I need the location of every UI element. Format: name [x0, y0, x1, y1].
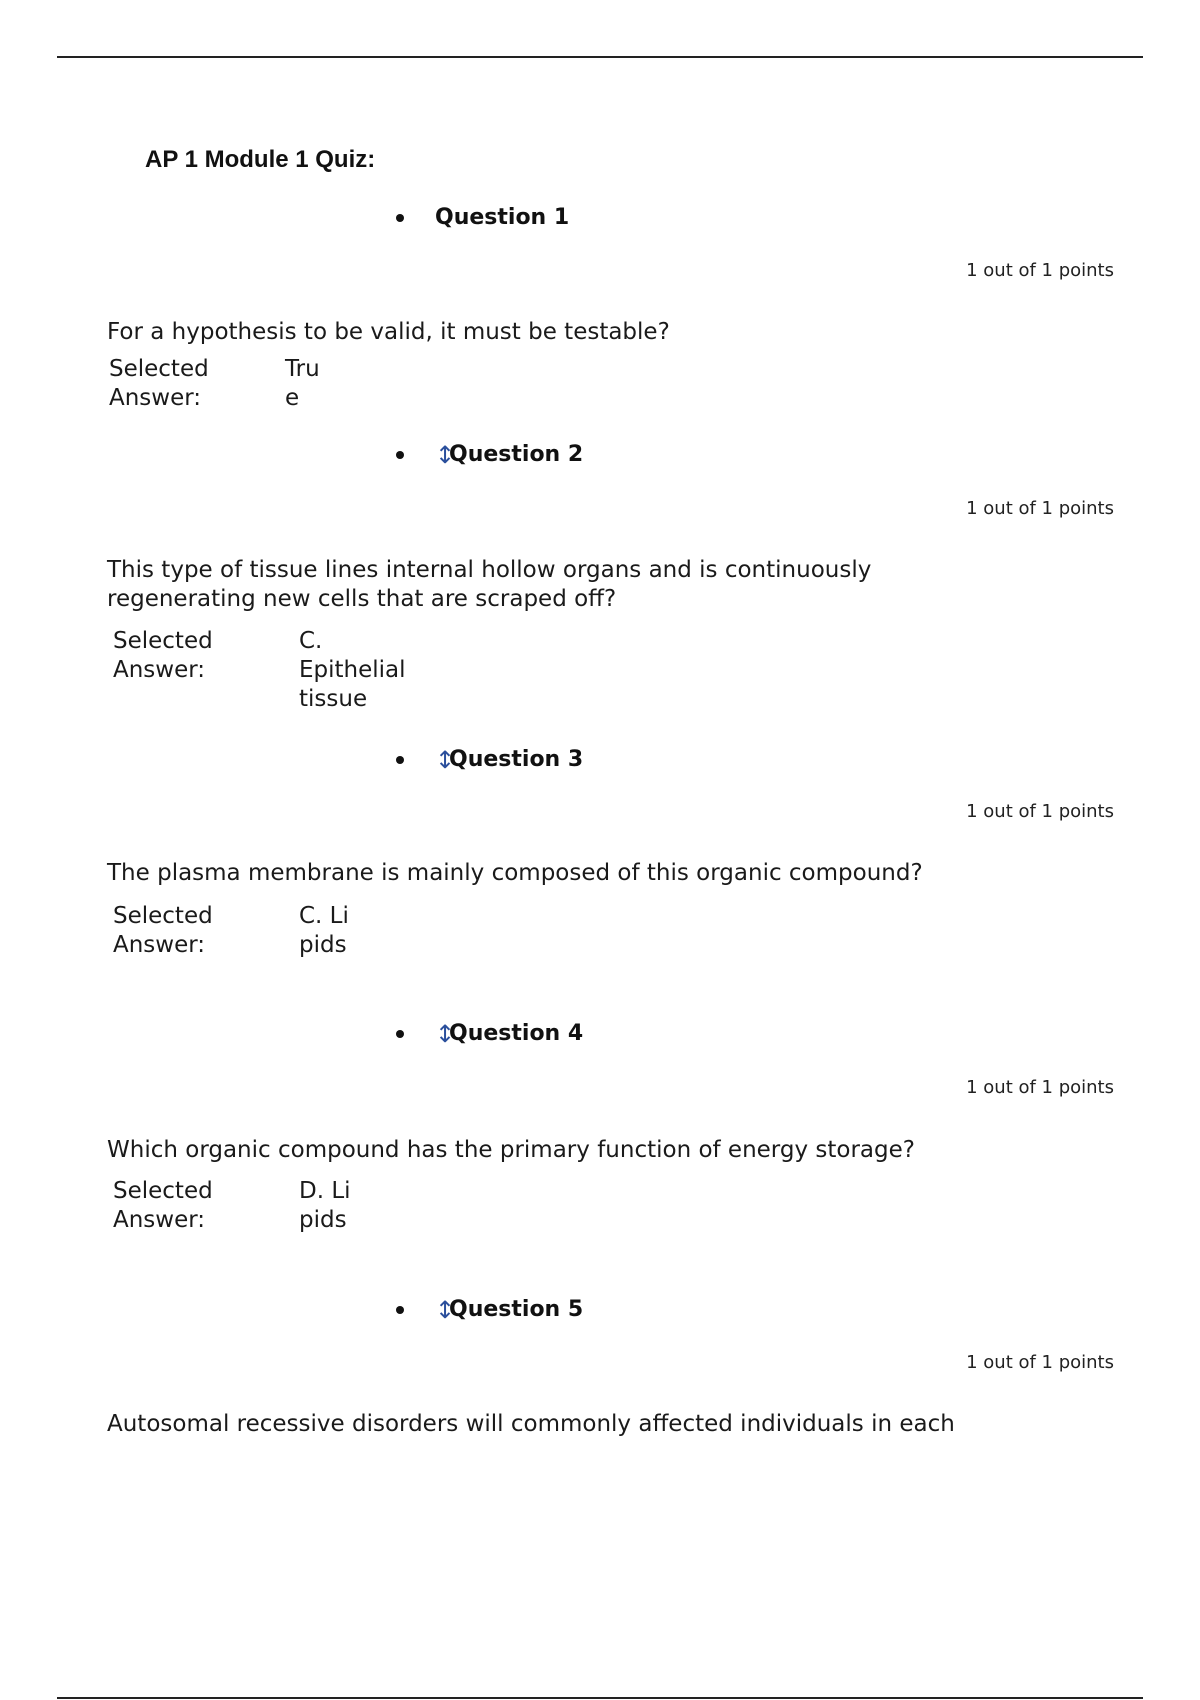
question-4-points: 1 out of 1 points: [966, 1077, 1114, 1098]
bottom-divider: [57, 1697, 1143, 1699]
question-3-label: Question 3: [449, 747, 584, 772]
selected-answer-label: Selected Answer:: [113, 1178, 213, 1233]
question-1-selected-answer: True: [285, 356, 320, 411]
question-2-text: This type of tissue lines internal hollow organs and is continuously regenerating new cells that are scraped off?: [107, 557, 872, 612]
question-5-label: Question 5: [449, 1297, 584, 1322]
question-2-answer: [113, 627, 433, 717]
top-divider: [57, 56, 1143, 58]
question-4-label: Question 4: [449, 1021, 584, 1046]
question-4-selected-answer: D. Lipids: [299, 1178, 351, 1233]
question-1-points: 1 out of 1 points: [966, 260, 1114, 281]
question-1-text: For a hypothesis to be valid, it must be testable?: [107, 319, 670, 345]
question-4-text: Which organic compound has the primary function of energy storage?: [107, 1137, 915, 1163]
question-1-answer: [109, 355, 349, 415]
question-3-selected-answer: C. Lipids: [299, 903, 349, 958]
bullet-icon: [396, 756, 404, 764]
page-title: AP 1 Module 1 Quiz:: [145, 146, 376, 173]
question-3-answer: [113, 902, 433, 992]
question-1-heading: [396, 205, 569, 230]
question-3-points: 1 out of 1 points: [966, 801, 1114, 822]
question-2-label: Question 2: [449, 442, 584, 467]
sort-arrows-icon[interactable]: ↕: [435, 745, 456, 774]
question-3-text: The plasma membrane is mainly composed of this organic compound?: [107, 860, 923, 886]
question-5-points: 1 out of 1 points: [966, 1352, 1114, 1373]
selected-answer-label: Selected Answer:: [109, 356, 209, 411]
question-4-heading: [396, 1021, 583, 1046]
bullet-icon: [396, 1306, 404, 1314]
sort-arrows-icon[interactable]: ↕: [435, 1019, 456, 1048]
question-5-heading: [396, 1297, 583, 1322]
bullet-icon: [396, 451, 404, 459]
bullet-icon: [396, 1030, 404, 1038]
question-5-text: Autosomal recessive disorders will commonly affected individuals in each: [107, 1411, 955, 1437]
question-4-answer: [113, 1177, 433, 1267]
bullet-icon: [396, 214, 404, 222]
selected-answer-label: Selected Answer:: [113, 903, 213, 958]
question-3-heading: [396, 747, 583, 772]
question-2-points: 1 out of 1 points: [966, 498, 1114, 519]
selected-answer-label: Selected Answer:: [113, 628, 213, 683]
sort-arrows-icon[interactable]: ↕: [435, 440, 456, 469]
question-1-label: Question 1: [435, 205, 570, 230]
question-2-selected-answer: C. Epithelial tissue: [299, 628, 406, 712]
sort-arrows-icon[interactable]: ↕: [435, 1295, 456, 1324]
question-2-heading: [396, 442, 583, 467]
